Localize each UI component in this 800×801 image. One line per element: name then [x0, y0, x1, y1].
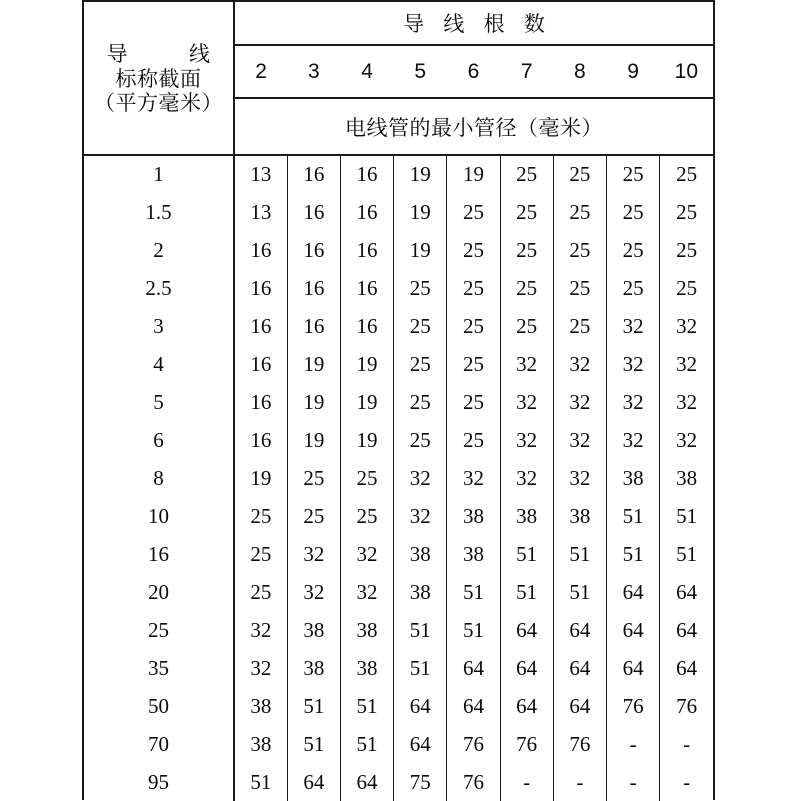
data-cell: 25: [340, 497, 393, 535]
data-cell: 16: [340, 155, 393, 193]
row-label-cross-section: 1.5: [84, 193, 234, 231]
data-cell: 38: [553, 497, 606, 535]
data-cell: 76: [447, 763, 500, 801]
data-cell: 32: [340, 535, 393, 573]
data-cell: 25: [234, 573, 287, 611]
data-cell: 25: [394, 383, 447, 421]
data-cell: 25: [500, 307, 553, 345]
data-cell: 25: [394, 421, 447, 459]
data-cell: 25: [447, 269, 500, 307]
data-cell: 76: [676, 693, 698, 718]
data-cell: 64: [287, 763, 340, 801]
data-cell: 38: [676, 465, 698, 490]
data-cell: 51: [234, 763, 287, 801]
row-label-cross-section: 95: [84, 763, 234, 801]
data-cell: 25: [606, 269, 659, 307]
data-cell: 19: [394, 193, 447, 231]
data-cell: 25: [447, 421, 500, 459]
data-cell: 32: [606, 383, 659, 421]
corner-header-line3: （平方毫米）: [94, 91, 224, 116]
data-cell: 32: [234, 611, 287, 649]
data-cell: 51: [676, 541, 698, 566]
data-cell: 25: [553, 231, 606, 269]
data-cell: 64: [553, 649, 606, 687]
data-cell: 16: [234, 383, 287, 421]
corner-header-cell: [84, 2, 234, 155]
table-row: [84, 725, 713, 763]
data-cell: 16: [234, 307, 287, 345]
data-cell: 51: [553, 573, 606, 611]
data-cell: 25: [606, 193, 659, 231]
data-cell: 25: [553, 269, 606, 307]
table-row: [84, 497, 713, 535]
row-label-cross-section: 2: [84, 231, 234, 269]
data-cell: 25: [676, 237, 698, 262]
data-cell: 51: [287, 725, 340, 763]
data-cell: 19: [287, 421, 340, 459]
header-row-group: [84, 2, 713, 45]
data-cell: 32: [676, 313, 698, 338]
data-cell: 51: [394, 611, 447, 649]
data-cell: 38: [234, 725, 287, 763]
row-label-cross-section: 4: [84, 345, 234, 383]
row-label-cross-section: 35: [84, 649, 234, 687]
data-cell: 25: [394, 345, 447, 383]
table-row: [84, 535, 713, 573]
data-cell: 32: [553, 345, 606, 383]
data-cell: 32: [287, 535, 340, 573]
column-header-4: 4: [340, 45, 393, 98]
data-cell: 32: [500, 345, 553, 383]
data-cell: 64: [340, 763, 393, 801]
table-row: [84, 687, 713, 725]
data-cell: 38: [447, 535, 500, 573]
data-cell: 64: [500, 687, 553, 725]
data-cell: 19: [394, 155, 447, 193]
data-cell: 25: [447, 345, 500, 383]
data-cell: 25: [676, 275, 698, 300]
row-label-cross-section: 70: [84, 725, 234, 763]
data-cell: 19: [394, 231, 447, 269]
data-cell: 76: [447, 725, 500, 763]
data-cell: 25: [447, 307, 500, 345]
data-cell: 51: [340, 687, 393, 725]
data-cell: 32: [234, 649, 287, 687]
data-cell: 51: [606, 497, 659, 535]
data-cell: 16: [340, 193, 393, 231]
column-header-8: 8: [553, 45, 606, 98]
data-cell: 64: [394, 687, 447, 725]
data-cell: 32: [500, 383, 553, 421]
data-cell: 38: [234, 687, 287, 725]
data-cell: 32: [606, 421, 659, 459]
data-cell: 25: [553, 155, 606, 193]
data-cell: 25: [287, 497, 340, 535]
data-cell: 32: [340, 573, 393, 611]
row-label-cross-section: 20: [84, 573, 234, 611]
table-body: [84, 155, 713, 801]
data-cell: 25: [447, 193, 500, 231]
data-cell: 32: [676, 389, 698, 414]
data-cell: 16: [234, 231, 287, 269]
data-cell: 64: [500, 611, 553, 649]
table-row: [84, 383, 713, 421]
column-header-10: 10: [660, 45, 713, 98]
corner-header-line2: 标称截面: [115, 66, 202, 91]
data-cell: 64: [606, 573, 659, 611]
conduit-diameter-table-frame: [82, 0, 715, 800]
data-cell: 16: [340, 231, 393, 269]
data-cell: 25: [606, 155, 659, 193]
data-cell: 51: [500, 535, 553, 573]
data-cell: 19: [287, 383, 340, 421]
data-cell: 19: [340, 421, 393, 459]
data-cell: 16: [340, 269, 393, 307]
data-cell: -: [500, 763, 553, 801]
data-cell: -: [606, 763, 659, 801]
data-cell: 51: [340, 725, 393, 763]
data-cell: 51: [394, 649, 447, 687]
data-cell: 25: [394, 307, 447, 345]
row-label-cross-section: 6: [84, 421, 234, 459]
data-cell: 64: [447, 687, 500, 725]
column-header-6: 6: [447, 45, 500, 98]
row-label-cross-section: 8: [84, 459, 234, 497]
data-cell: 38: [340, 649, 393, 687]
data-cell: 38: [606, 459, 659, 497]
table-row: [84, 763, 713, 801]
row-label-cross-section: 25: [84, 611, 234, 649]
data-cell: 75: [394, 763, 447, 801]
data-cell: -: [683, 731, 691, 756]
table-row: [84, 421, 713, 459]
data-cell: 38: [287, 611, 340, 649]
data-cell: 64: [447, 649, 500, 687]
data-cell: 32: [606, 307, 659, 345]
data-cell: 25: [500, 193, 553, 231]
table-row: [84, 573, 713, 611]
data-cell: 25: [447, 231, 500, 269]
data-cell: 16: [287, 193, 340, 231]
row-label-cross-section: 10: [84, 497, 234, 535]
data-cell: 64: [553, 687, 606, 725]
data-cell: 51: [447, 611, 500, 649]
data-cell: 51: [606, 535, 659, 573]
data-cell: 51: [287, 687, 340, 725]
data-cell: 51: [447, 573, 500, 611]
data-cell: 76: [500, 725, 553, 763]
group-header-wire-count: 导 线 根 数: [234, 2, 713, 45]
data-cell: 64: [676, 617, 698, 642]
data-cell: 32: [606, 345, 659, 383]
data-cell: 51: [676, 503, 698, 528]
data-cell: 32: [553, 421, 606, 459]
table-row: [84, 155, 713, 193]
data-cell: 19: [340, 383, 393, 421]
row-label-cross-section: 16: [84, 535, 234, 573]
data-cell: 51: [500, 573, 553, 611]
data-cell: 25: [500, 231, 553, 269]
table-row: [84, 611, 713, 649]
table-row: [84, 269, 713, 307]
corner-header-line1: 导线: [106, 42, 211, 67]
data-cell: 32: [553, 383, 606, 421]
data-cell: 25: [676, 162, 698, 186]
table-row: [84, 193, 713, 231]
row-label-cross-section: 3: [84, 307, 234, 345]
data-cell: 19: [234, 459, 287, 497]
row-label-cross-section: 50: [84, 687, 234, 725]
column-header-5: 5: [394, 45, 447, 98]
data-cell: 16: [287, 307, 340, 345]
data-cell: 25: [447, 383, 500, 421]
data-cell: 76: [553, 725, 606, 763]
data-cell: 64: [676, 655, 698, 680]
column-header-9: 9: [606, 45, 659, 98]
data-cell: 64: [606, 611, 659, 649]
data-cell: 25: [553, 307, 606, 345]
data-cell: 32: [394, 459, 447, 497]
data-cell: 25: [500, 155, 553, 193]
data-cell: 25: [676, 199, 698, 224]
data-cell: 38: [394, 535, 447, 573]
data-cell: 64: [676, 579, 698, 604]
data-cell: 64: [606, 649, 659, 687]
table-header: [84, 2, 713, 155]
data-cell: 25: [500, 269, 553, 307]
data-cell: 32: [447, 459, 500, 497]
data-cell: 38: [340, 611, 393, 649]
data-cell: 16: [287, 231, 340, 269]
data-cell: 19: [287, 345, 340, 383]
column-header-7: 7: [500, 45, 553, 98]
data-cell: 16: [287, 269, 340, 307]
table-row: [84, 649, 713, 687]
column-header-2: 2: [234, 45, 287, 98]
data-cell: 25: [234, 497, 287, 535]
data-cell: -: [606, 725, 659, 763]
data-cell: 25: [394, 269, 447, 307]
column-header-3: 3: [287, 45, 340, 98]
table-row: [84, 345, 713, 383]
conduit-diameter-table: [84, 2, 713, 801]
data-cell: 32: [287, 573, 340, 611]
data-cell: 64: [500, 649, 553, 687]
data-cell: 13: [234, 193, 287, 231]
data-cell: 38: [500, 497, 553, 535]
data-cell: 32: [500, 421, 553, 459]
data-cell: 13: [234, 155, 287, 193]
data-cell: 25: [340, 459, 393, 497]
data-cell: 32: [676, 351, 698, 376]
unit-header-min-diameter: 电线管的最小管径（毫米）: [234, 98, 713, 155]
data-cell: 32: [394, 497, 447, 535]
table-row: [84, 459, 713, 497]
row-label-cross-section: 5: [84, 383, 234, 421]
table-row: [84, 307, 713, 345]
table-row: [84, 231, 713, 269]
data-cell: 25: [553, 193, 606, 231]
data-cell: 16: [340, 307, 393, 345]
data-cell: 25: [606, 231, 659, 269]
data-cell: -: [683, 769, 691, 794]
data-cell: 25: [287, 459, 340, 497]
data-cell: 19: [340, 345, 393, 383]
data-cell: 38: [287, 649, 340, 687]
data-cell: 64: [394, 725, 447, 763]
data-cell: 25: [234, 535, 287, 573]
row-label-cross-section: 1: [84, 155, 234, 193]
data-cell: 76: [606, 687, 659, 725]
data-cell: 16: [287, 155, 340, 193]
data-cell: 32: [500, 459, 553, 497]
data-cell: 38: [447, 497, 500, 535]
data-cell: -: [553, 763, 606, 801]
data-cell: 64: [553, 611, 606, 649]
data-cell: 16: [234, 345, 287, 383]
data-cell: 51: [553, 535, 606, 573]
data-cell: 32: [676, 427, 698, 452]
row-label-cross-section: 2.5: [84, 269, 234, 307]
data-cell: 32: [553, 459, 606, 497]
data-cell: 16: [234, 421, 287, 459]
data-cell: 38: [394, 573, 447, 611]
data-cell: 19: [447, 155, 500, 193]
data-cell: 16: [234, 269, 287, 307]
